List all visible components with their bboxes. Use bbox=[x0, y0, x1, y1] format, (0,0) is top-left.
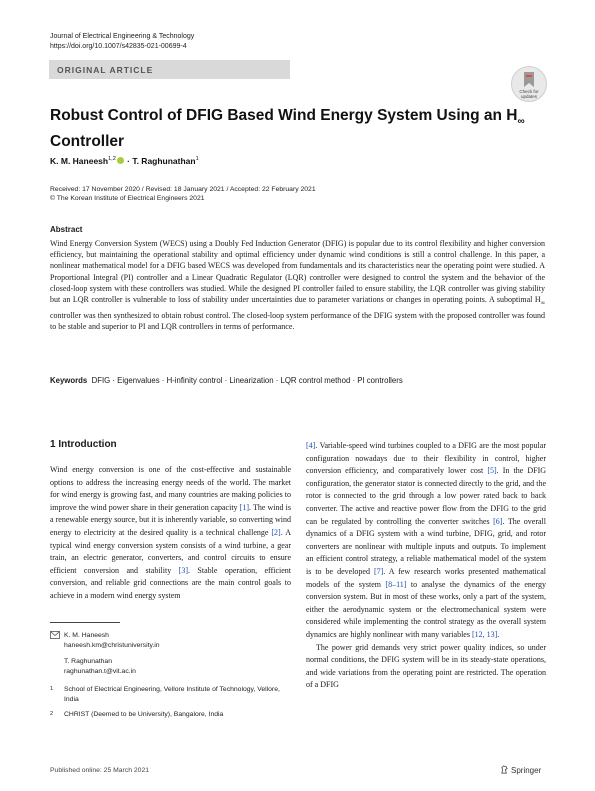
affiliation-1 bbox=[50, 685, 290, 704]
abstract-subscript: ∞ bbox=[540, 300, 545, 307]
publisher-logo bbox=[500, 765, 541, 775]
orcid-icon[interactable] bbox=[117, 157, 124, 164]
publication-dates: Received: 17 November 2020 / Revised: 18 January 2021 / Accepted: 22 February 2021 bbox=[50, 186, 316, 193]
citation-link[interactable]: [7] bbox=[373, 566, 384, 576]
col1-text-a: Wind energy conversion is one of the cost-effective and sustainable options to address the increasing energy needs of the world. The market for wind energy is growing fast, and many countries are making policies to improve the wind power share in their generation capacity bbox=[50, 465, 291, 512]
col1-text-c: . A typical wind energy conversion system consists of a wind turbine, a gear train, an electric generator, converters, and control circuits to ensure efficient conversion and stability bbox=[50, 527, 291, 575]
affiliation-2 bbox=[50, 710, 223, 720]
affiliation-1-number: 1 bbox=[50, 686, 54, 692]
corresponding-author bbox=[64, 631, 160, 650]
citation-link[interactable]: [8–11] bbox=[385, 579, 407, 589]
affiliation-2-number: 2 bbox=[50, 711, 54, 717]
col2-text-f: . bbox=[497, 629, 500, 639]
bookmark-ribbon-icon bbox=[521, 71, 537, 89]
author-1-name: K. M. Haneesh bbox=[64, 632, 109, 639]
published-online: Published online: 25 March 2021 bbox=[50, 767, 149, 774]
citation-link[interactable]: [12, 13] bbox=[471, 629, 498, 639]
affiliation-2-text: CHRIST (Deemed to be University), Bangalore, India bbox=[64, 711, 224, 718]
author-2-email[interactable]: raghunathan.t@vit.ac.in bbox=[64, 667, 136, 675]
journal-name: Journal of Electrical Engineering & Technology bbox=[50, 33, 195, 40]
abstract-heading: Abstract bbox=[50, 225, 83, 234]
doi-link[interactable]: https://doi.org/10.1007/s42835-021-00699-4 bbox=[50, 43, 187, 50]
keywords-list: DFIG · Eigenvalues · H-infinity control · Linearization · LQR control method · PI controllers bbox=[91, 376, 403, 385]
envelope-icon bbox=[50, 631, 60, 639]
section-heading-introduction: 1 Introduction bbox=[50, 439, 117, 450]
title-end: Controller bbox=[50, 133, 125, 151]
col2-text-a: . Variable-speed wind turbines coupled to a DFIG are the most popular configuration nowadays due to their flexibility in control, higher conversion efficiency, and comparatively lower cost bbox=[306, 441, 546, 476]
check-for-updates-badge[interactable] bbox=[511, 66, 547, 102]
citation-link[interactable]: [4] bbox=[306, 441, 316, 450]
citation-link[interactable]: [1] bbox=[239, 502, 249, 512]
col2-text-d: . A few research works presented mathematical models of the system bbox=[306, 566, 547, 589]
col1-text-b: . The wind is a renewable energy source, but it is inherently variable, so converting wind energy to electricity at the desired quality is a technical challenge bbox=[50, 502, 291, 537]
title-subscript: ∞ bbox=[517, 116, 525, 128]
citation-link[interactable]: [6] bbox=[493, 516, 503, 526]
abstract-body bbox=[50, 238, 545, 332]
col2-text-c: . The overall dynamics of a DFIG system with a wind turbine, DFIG, grid, and rotor converters are nonlinear with multiple inputs and outputs. To implement an efficient control strategy, a reliable mathematical model of the system is to be developed bbox=[306, 516, 546, 576]
citation-link[interactable]: [3] bbox=[178, 565, 188, 575]
intro-column-left bbox=[50, 464, 291, 603]
paper-title bbox=[50, 106, 530, 152]
author-1-affiliation: 1,2 bbox=[108, 156, 116, 163]
citation-link[interactable]: [5] bbox=[487, 466, 497, 476]
check-for-updates-text: Check for updates bbox=[519, 89, 539, 99]
springer-horse-icon bbox=[500, 765, 509, 774]
author-2-affiliation: 1 bbox=[195, 156, 199, 163]
citation-link[interactable]: [2] bbox=[271, 527, 281, 537]
author-2[interactable]: T. Raghunathan bbox=[132, 156, 196, 166]
author-separator: · bbox=[124, 156, 133, 166]
abstract-text-2: controller was then synthesized to obtain robust control. The closed-loop system performance of the DFIG system with the proposed controller was found to be stable and superior to PI and LQR controllers in terms of performance. bbox=[50, 310, 545, 332]
intro-column-right bbox=[306, 440, 546, 692]
col2-text-b: . In the DFIG configuration, the generator stator is connected directly to the grid, and the rotor is connected to the grid through a low power rated back to back converter. The active and reactive power flow from the DFIG to the grid can be regulated by controlling the converter switches bbox=[306, 466, 547, 526]
title-main: Robust Control of DFIG Based Wind Energy System Using an H bbox=[50, 107, 518, 124]
keywords bbox=[50, 376, 403, 385]
col2-paragraph-1 bbox=[306, 440, 546, 642]
col1-text-d: . Stable operation, efficient conversion, and reliable grid connections are the main control goals to achieve in a modern wind energy system bbox=[50, 565, 292, 600]
article-type-label: ORIGINAL ARTICLE bbox=[57, 65, 154, 75]
affiliation-1-text: School of Electrical Engineering, Vellore Institute of Technology, Vellore, India bbox=[64, 686, 280, 703]
author-2-name: T. Raghunathan bbox=[64, 658, 112, 665]
abstract-text-1: Wind Energy Conversion System (WECS) using a Doubly Fed Induction Generator (DFIG) is popular due to its control flexibility and higher conversion efficiency, but maintaining the operational stability and optimal efficiency under dynamic wind conditions is still a control challenge. In this paper, a nonlinear mathematical model for a DFIG based WECS was developed from fundamentals and its characteristics near the operating point were studied. A Proportional Integral (PI) controller and a Linear Quadratic Regulator (LQR) controller were designed to control the system and the behavior of the closed-loop system with these controllers was studied. While the designed PI controller failed to ensure stability, the LQR controller was giving stability but an LQR controller is vulnerable to loss of stability under uncertainties due to parameter variations or changes in operating points. A suboptimal H bbox=[50, 239, 545, 305]
col2-paragraph-2: The power grid demands very strict power quality indices, so under normal conditions, the DFIG system will be in its steady-state operations, and wide variations from the operating point are restricted. The operation of a DFIG bbox=[306, 642, 546, 690]
author-list bbox=[50, 156, 199, 166]
author-1[interactable]: K. M. Haneesh bbox=[50, 156, 109, 166]
keywords-label: Keywords bbox=[50, 376, 88, 385]
publisher-name: Springer bbox=[511, 766, 542, 775]
second-author-contact bbox=[64, 657, 136, 676]
col2-text-e: to analyse the dynamics of the energy conversion system. But in most of these works, only a part of the system, either the aerodynamic system or the electromechanical system were considered while implementing the control strategy as the overall system dynamics are highly nonlinear with many variables bbox=[306, 579, 546, 639]
author-1-email[interactable]: haneesh.km@christuniversity.in bbox=[64, 641, 160, 649]
footnote-divider bbox=[50, 622, 120, 623]
copyright-line: © The Korean Institute of Electrical Engineers 2021 bbox=[50, 195, 205, 202]
